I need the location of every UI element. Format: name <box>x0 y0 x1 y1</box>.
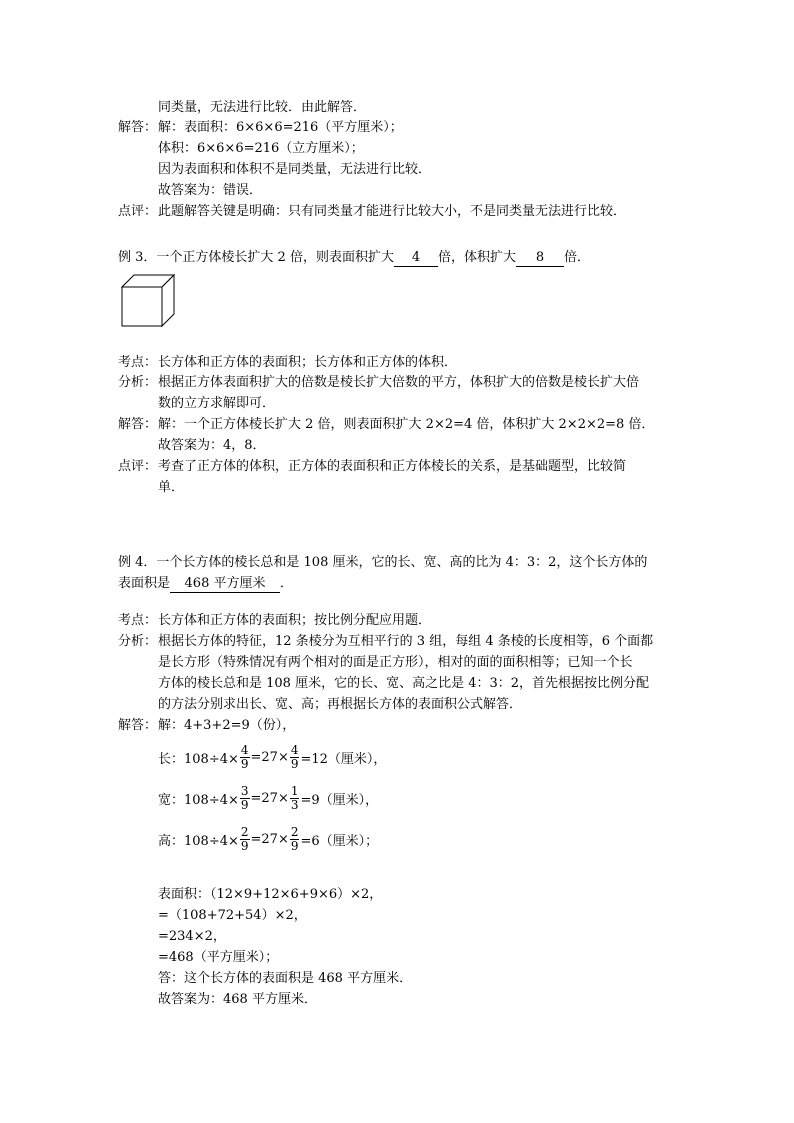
comment-label: 点评： <box>118 459 158 474</box>
fenxi-label: 分析： <box>118 375 158 390</box>
height-calc <box>158 822 378 856</box>
width-calc <box>158 781 378 815</box>
fraction <box>240 785 250 812</box>
fraction <box>290 744 300 771</box>
calc-text: 高：108÷4× <box>158 833 239 849</box>
denominator: 9 <box>240 797 249 812</box>
question-text: ． <box>280 576 294 591</box>
answer-line: 因为表面积和体积不是同类量，无法进行比较． <box>158 162 432 177</box>
fenxi-line: 是长方形（特殊情况有两个相对的面是正方形），相对的面的面积相等；已知一个长 <box>158 655 633 670</box>
fenxi-line: 根据长方体的特征，12 条棱分为互相平行的 3 组，每组 4 条棱的长度相等，6 个面都 <box>158 634 654 649</box>
answer-line: 解：表面积：6×6×6=216（平方厘米）； <box>158 120 403 135</box>
answer-line: 体积：6×6×6=216（立方厘米）； <box>158 141 364 156</box>
question-text: 倍． <box>563 250 590 265</box>
fenxi-line: 数的立方求解即可． <box>158 396 276 411</box>
cube-icon <box>120 272 176 328</box>
text-line: 同类量，无法进行比较．由此解答． <box>158 100 367 115</box>
answer-blank: 468 平方厘米 <box>170 576 280 593</box>
calc-text: =9（厘米）， <box>300 792 379 808</box>
kaodian-label: 考点： <box>118 613 158 628</box>
fenxi-line: 的方法分别求出长、宽、高；再根据长方体的表面积公式解答． <box>158 697 523 712</box>
surface-line: =234×2， <box>158 929 226 944</box>
surface-line: 表面积：（12×9+12×6+9×6）×2， <box>158 887 383 902</box>
answer-label: 解答： <box>118 120 158 135</box>
numerator: 1 <box>290 783 299 798</box>
denominator: 9 <box>240 756 249 771</box>
answer-label: 解答： <box>118 718 158 733</box>
example4-question: 例 4．一个长方体的棱长总和是 108 厘米，它的长、宽、高的比为 4：3：2，这个长方体的 <box>118 555 648 570</box>
fenxi-label: 分析： <box>118 634 158 649</box>
calc-text: 长：108÷4× <box>158 751 239 767</box>
example4-question <box>118 575 293 593</box>
numerator: 2 <box>290 824 299 839</box>
calc-text: =27× <box>250 790 289 806</box>
comment-line: 单． <box>158 480 185 495</box>
answer-line: 故答案为：4，8． <box>158 438 266 453</box>
calc-text: 宽：108÷4× <box>158 792 239 808</box>
comment-line: 此题解答关键是明确：只有同类量才能进行比较大小，不是同类量无法进行比较． <box>158 204 627 219</box>
answer-label: 解答： <box>118 417 158 432</box>
fraction <box>240 744 250 771</box>
question-text: 例 3．一个正方体棱长扩大 2 倍，则表面积扩大 <box>118 250 394 265</box>
numerator: 4 <box>290 742 299 757</box>
calc-text: =6（厘米）； <box>300 833 379 849</box>
answer-line: 故答案为：错误． <box>158 183 263 198</box>
answer-blank: 8 <box>516 250 564 267</box>
length-calc <box>158 740 386 774</box>
fraction <box>290 785 300 812</box>
example3-question <box>118 249 590 267</box>
fenxi-line: 方体的棱长总和是 108 厘米，它的长、宽、高之比是 4：3：2，首先根据按比例分配 <box>158 676 650 691</box>
answer-line: 解：4+3+2=9（份）， <box>158 718 296 733</box>
kaodian-text: 长方体和正方体的表面积；按比例分配应用题． <box>158 613 432 628</box>
numerator: 2 <box>240 824 249 839</box>
fraction <box>290 826 300 853</box>
denominator: 9 <box>290 756 299 771</box>
answer-blank: 4 <box>394 250 438 267</box>
denominator: 3 <box>290 797 299 812</box>
comment-line: 考查了正方体的体积，正方体的表面积和正方体棱长的关系，是基础题型，比较简 <box>158 459 627 474</box>
reply-line: 答：这个长方体的表面积是 468 平方厘米． <box>158 971 413 986</box>
question-text: 表面积是 <box>118 576 171 591</box>
kaodian-text: 长方体和正方体的表面积；长方体和正方体的体积． <box>158 355 458 370</box>
kaodian-label: 考点： <box>118 355 158 370</box>
calc-text: =27× <box>250 749 289 765</box>
fenxi-line: 根据正方体表面积扩大的倍数是棱长扩大倍数的平方，体积扩大的倍数是棱长扩大倍 <box>158 375 640 390</box>
comment-label: 点评： <box>118 204 158 219</box>
question-text: 倍，体积扩大 <box>437 250 516 265</box>
final-answer: 故答案为：468 平方厘米． <box>158 992 317 1007</box>
numerator: 4 <box>240 742 249 757</box>
surface-line: =（108+72+54）×2， <box>158 908 307 923</box>
calc-text: =12（厘米）， <box>300 751 387 767</box>
numerator: 3 <box>240 783 249 798</box>
calc-text: =27× <box>250 831 289 847</box>
denominator: 9 <box>290 838 299 853</box>
fraction <box>240 826 250 853</box>
denominator: 9 <box>240 838 249 853</box>
answer-line: 解：一个正方体棱长扩大 2 倍，则表面积扩大 2×2=4 倍，体积扩大 2×2×2=8 倍． <box>158 417 655 432</box>
surface-line: =468（平方厘米）； <box>158 950 279 965</box>
